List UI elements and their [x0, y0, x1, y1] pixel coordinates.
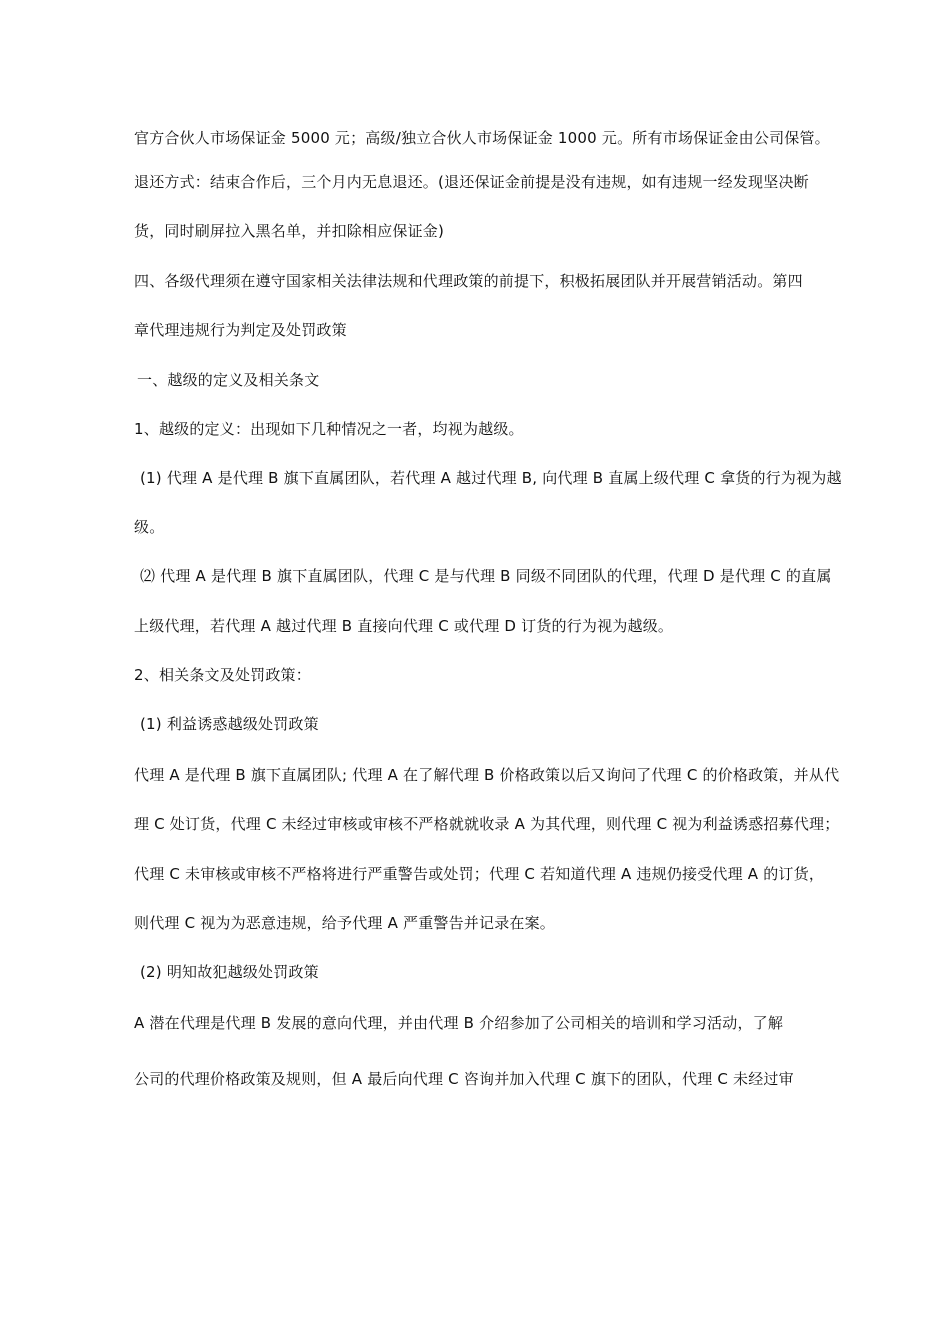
chapter-title: 章代理违规行为判定及处罚政策 — [134, 321, 347, 339]
paragraph-line: 1、越级的定义：出现如下几种情况之一者，均视为越级。 — [134, 420, 524, 438]
paragraph-line: 代理 A 是代理 B 旗下直属团队; 代理 A 在了解代理 B 价格政策以后又询问了代理 C 的价格政策，并从代 — [134, 766, 840, 784]
paragraph-line: 2、相关条文及处罚政策： — [134, 666, 311, 684]
subsection-heading: (1) 利益诱惑越级处罚政策 — [140, 715, 319, 733]
paragraph-line: 公司的代理价格政策及规则，但 A 最后向代理 C 咨询并加入代理 C 旗下的团队，代理 C 未经过审 — [134, 1070, 794, 1088]
paragraph-line: 官方合伙人市场保证金 5000 元；高级/独立合伙人市场保证金 1000 元。所有市场保证金由公司保管。 — [134, 129, 830, 147]
list-item: ⑵ 代理 A 是代理 B 旗下直属团队，代理 C 是与代理 B 同级不同团队的代理，代理 D 是代理 C 的直属 — [140, 567, 832, 585]
paragraph-line: A 潜在代理是代理 B 发展的意向代理，并由代理 B 介绍参加了公司相关的培训和学习活动，了解 — [134, 1014, 784, 1032]
paragraph-line: 货，同时刷屏拉入黑名单，并扣除相应保证金) — [134, 222, 445, 240]
paragraph-line: 上级代理，若代理 A 越过代理 B 直接向代理 C 或代理 D 订货的行为视为越级。 — [134, 617, 674, 635]
paragraph-line: 则代理 C 视为为恶意违规，给予代理 A 严重警告并记录在案。 — [134, 914, 556, 932]
subsection-heading: (2) 明知故犯越级处罚政策 — [140, 963, 319, 981]
paragraph-line: 代理 C 未审核或审核不严格将进行严重警告或处罚；代理 C 若知道代理 A 违规仍接受代理 A 的订货， — [134, 865, 825, 883]
paragraph-line: 退还方式：结束合作后，三个月内无息退还。(退还保证金前提是没有违规，如有违规一经发现坚决断 — [134, 173, 809, 191]
subsection-heading: 一、越级的定义及相关条文 — [137, 371, 320, 389]
list-item: (1) 代理 A 是代理 B 旗下直属团队，若代理 A 越过代理 B, 向代理 B 直属上级代理 C 拿货的行为视为越 — [140, 469, 842, 487]
paragraph-line: 理 C 处订货，代理 C 未经过审核或审核不严格就就收录 A 为其代理，则代理 C 视为利益诱惑招募代理； — [134, 815, 840, 833]
paragraph-line: 级。 — [134, 518, 165, 536]
section-heading: 四、各级代理须在遵守国家相关法律法规和代理政策的前提下，积极拓展团队并开展营销活动。第四 — [134, 272, 803, 290]
